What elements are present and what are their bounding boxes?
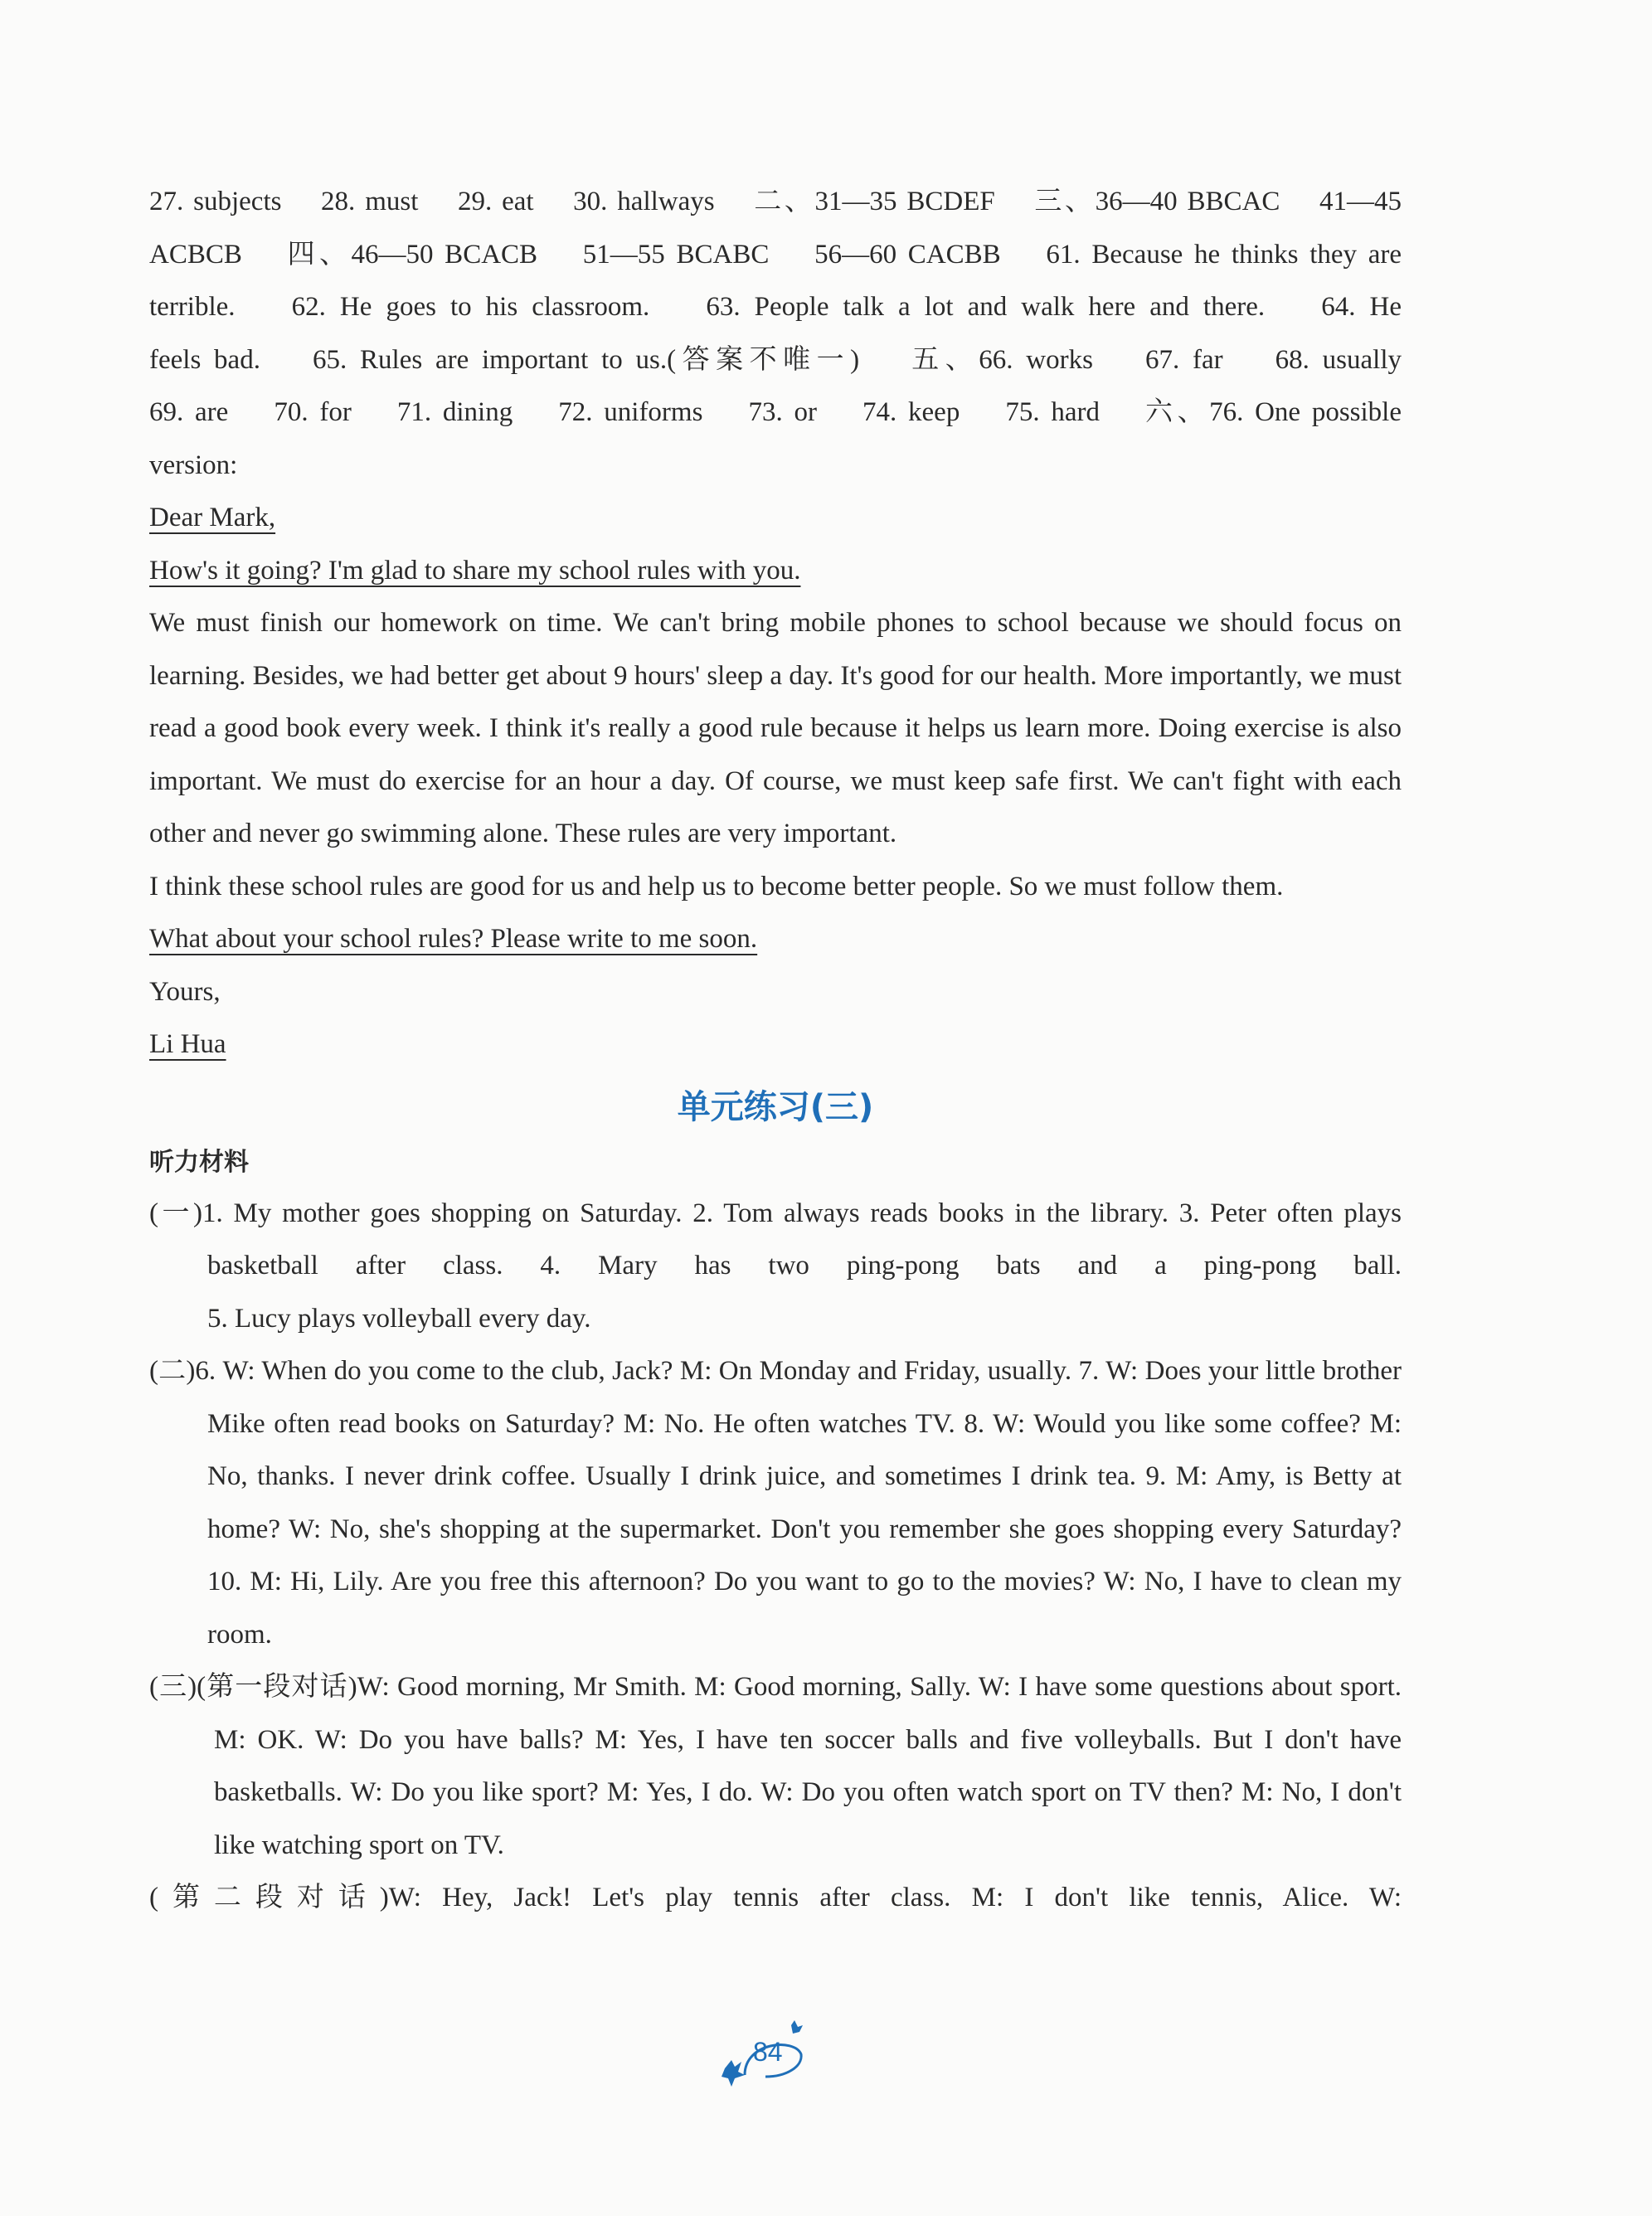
answer-line: ACBCB 四、46—50 BCACB 51—55 BCABC 56—60 CACBB 61. Because he thinks they are <box>149 239 1402 270</box>
listening-paragraph: (三)(第一段对话)W: Good morning, Mr Smith. M: Good morning, Sally. W: I have some questions about sport. M: OK. W: Do you have balls? M: Yes, I have ten soccer balls and five volleyballs. But I don't have basketballs. W: Do you like sport? M: Yes, I do. W: Do you often watch sport on TV then? M: No, I don't like watching sport on TV. <box>149 1672 1402 1860</box>
listening-paragraph: (第二段对话)W: Hey, Jack! Let's play tennis after class. M: I don't like tennis, Alice. W: <box>149 1883 1402 1912</box>
listening-paragraph: (二)6. W: When do you come to the club, Jack? M: On Monday and Friday, usually. 7. W: Does your little brother Mike often read books on Saturday? M: No. He often watches TV. 8. W: Would you like some coffee? M: No, thanks. I never drink coffee. Usually I drink juice, and sometimes I drink tea. 9. M: Amy, is Betty at home? W: No, she's shopping at the supermarket. Don't you remember she goes shopping every Saturday? 10. M: Hi, Lily. Are you free this afternoon? Do you want to go to the movies? W: No, I have to clean my room. <box>149 1356 1402 1650</box>
page-number-badge <box>720 2017 811 2092</box>
answer-block <box>149 176 1402 492</box>
answer-line: 69. are 70. for 71. dining 72. uniforms 73. or 74. keep 75. hard 六、76. One possible <box>149 397 1402 427</box>
answer-line: terrible. 62. He goes to his classroom. 63. People talk a lot and walk here and there. 64. He <box>149 292 1402 322</box>
letter-body-paragraph: We must finish our homework on time. We can't bring mobile phones to school because we should focus on learning. Besides, we had better get about 9 hours' sleep a day. It's good for our health. More importantly, we must read a good book every week. I think it's really a good rule because it helps us learn more. Doing exercise is also important. We must do exercise for an hour a day. Of course, we must keep safe first. We can't fight with each other and never go swimming alone. These rules are very important. <box>149 608 1402 848</box>
section-subtitle: 听力材料 <box>149 1147 249 1177</box>
listening-paragraph: (一)1. My mother goes shopping on Saturday. 2. Tom always reads books in the library. 3. Peter often plays basketball after class. 4. Mary has two ping-pong bats and a ping-pong ball. <box>149 1198 1402 1281</box>
answer-line: 27. subjects 28. must 29. eat 30. hallways 二、31—35 BCDEF 三、36—40 BBCAC 41—45 <box>149 187 1402 216</box>
section-title: 单元练习(三) <box>677 1087 874 1126</box>
letter-body-paragraph: I think these school rules are good for us and help us to become better people. So we must follow them. <box>149 871 1284 901</box>
answer-line: feels bad. 65. Rules are important to us.(答案不唯一) 五、66. works 67. far 68. usually <box>149 344 1402 375</box>
letter-signature: Li Hua <box>149 1029 226 1059</box>
page-number: 84 <box>753 2037 783 2067</box>
document-page <box>149 176 1402 1925</box>
letter-greeting: Dear Mark, <box>149 503 276 532</box>
sample-letter <box>149 492 1402 1072</box>
listening-transcript <box>149 1188 1402 1925</box>
listening-paragraph: 5. Lucy plays volleyball every day. <box>207 1303 591 1334</box>
letter-signoff: Yours, <box>149 976 221 1007</box>
answer-line: version: <box>149 450 238 480</box>
letter-opening: How's it going? I'm glad to share my school rules with you. <box>149 555 801 586</box>
letter-closing: What about your school rules? Please write to me soon. <box>149 924 758 954</box>
